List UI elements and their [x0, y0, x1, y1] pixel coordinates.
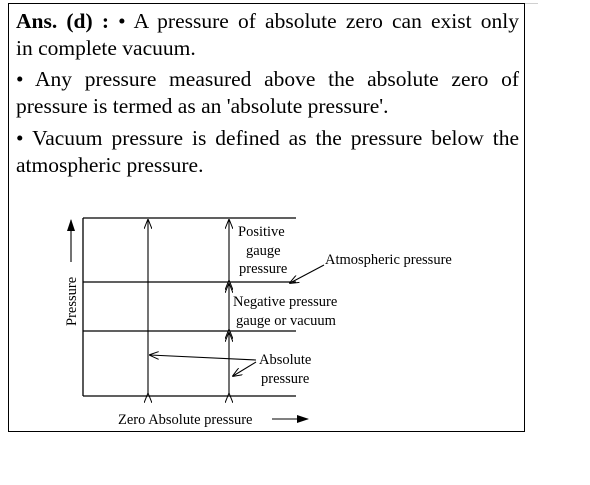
absolute-pointer-right	[233, 362, 256, 376]
bullet-3: •	[16, 126, 24, 150]
atmospheric-label: Atmospheric pressure	[325, 252, 452, 268]
positive-label-3: pressure	[239, 261, 288, 277]
atmospheric-pointer	[290, 265, 324, 283]
x-axis-label: Zero Absolute pressure	[118, 412, 253, 428]
negative-label-2: gauge or vacuum	[236, 313, 336, 329]
negative-label-1: Negative pressure	[233, 294, 338, 310]
absolute-pointer-left	[150, 355, 256, 360]
positive-label-2: gauge	[246, 243, 281, 259]
bullet-1: •	[118, 9, 126, 33]
answer-label: Ans. (d) :	[16, 9, 109, 33]
paragraph-2-text-2: pressure is termed as an 'absolute pressure'.	[16, 94, 389, 118]
paragraph-3-text-2: atmospheric pressure.	[16, 153, 204, 177]
bullet-2: •	[16, 67, 24, 91]
paragraph-3-text-1: Vacuum pressure is defined as the pressure below the	[32, 126, 519, 150]
y-axis-label: Pressure	[64, 276, 80, 326]
absolute-label-1: Absolute	[259, 352, 312, 368]
paragraph-2-text-1: Any pressure measured above the absolute zero of	[35, 67, 519, 91]
positive-label-1: Positive	[238, 224, 285, 240]
paragraph-1-text-1: A pressure of absolute zero can exist only	[133, 9, 519, 33]
paragraph-1-text-2: in complete vacuum.	[16, 36, 196, 60]
absolute-label-2: pressure	[261, 371, 310, 387]
